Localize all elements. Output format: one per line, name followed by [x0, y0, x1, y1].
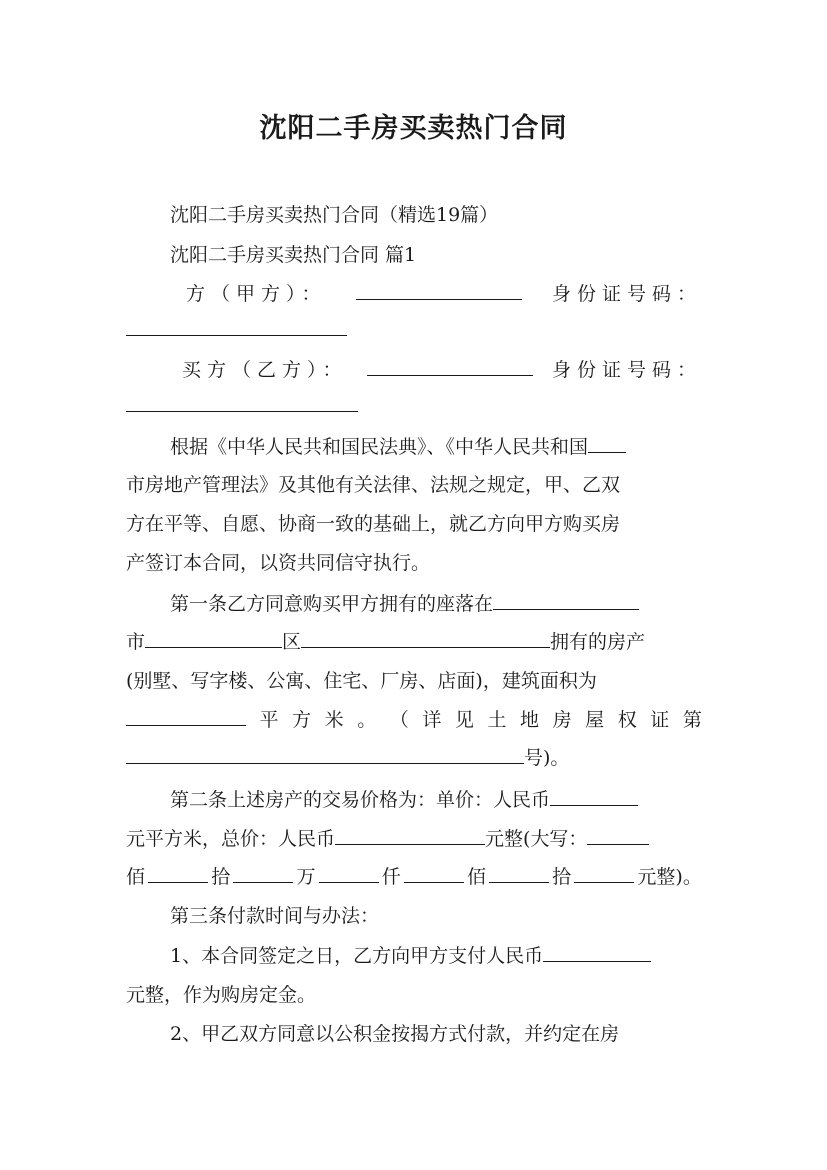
amount-blank [489, 862, 549, 883]
article-1-text-1: 第一条乙方同意购买甲方拥有的座落在 [170, 593, 494, 615]
city-name-blank [145, 627, 282, 648]
unit-char: 平 [259, 709, 279, 731]
text-char: 土 [487, 709, 507, 731]
area-blank [126, 705, 246, 726]
punct-char: （ [389, 709, 409, 731]
party-a-id-blank [126, 335, 347, 336]
preamble-line-3: 方在平等、自愿、协商一致的基础上，就乙方向甲方购买房 [126, 513, 621, 535]
party-b-blank [367, 355, 533, 376]
article-1-line-2 [126, 627, 702, 654]
article-1-line-3: (别墅、写字楼、公寓、住宅、厂房、店面)，建筑面积为 [126, 670, 597, 692]
total-price-blank [335, 824, 485, 845]
article-3-item-1-cont: 元整，作为购房定金。 [126, 984, 317, 1006]
text-char: 详 [422, 709, 442, 731]
location-blank [493, 589, 639, 610]
article-3-heading: 第三条付款时间与办法： [170, 905, 380, 927]
unit-char: 米 [324, 709, 344, 731]
uppercase-blank [587, 824, 649, 845]
party-b-id-blank [126, 411, 358, 412]
amount-unit: 拾 [211, 866, 231, 888]
party-b-label: 买方（乙方）： [182, 359, 348, 381]
article-1-line-4 [126, 705, 702, 732]
amount-blank [404, 862, 464, 883]
preamble-text-1: 根据《中华人民共和国民法典》、《中华人民共和国 [170, 436, 589, 458]
article-2-text-2: 元平方米，总价：人民币 [126, 828, 336, 850]
article-1-line-1 [170, 589, 702, 616]
article-3-item-2: 2、甲乙双方同意以公积金按揭方式付款，并约定在房 [170, 1023, 620, 1045]
text-char: 见 [454, 709, 474, 731]
article-2-line-3 [126, 862, 702, 889]
preamble-line-2: 市房地产管理法》及其他有关法律、法规之规定，甲、乙双 [126, 474, 621, 496]
amount-unit: 仟 [381, 866, 401, 888]
deposit-blank [543, 941, 651, 962]
article-2-text-3: 元整(大写： [485, 828, 588, 850]
article-3-item-1 [170, 941, 702, 968]
unit-char: 方 [292, 709, 312, 731]
amount-unit: 佰 [126, 866, 146, 888]
party-a-label: 方（甲方）： [186, 283, 327, 305]
article-2-line-2 [126, 824, 702, 851]
party-a-blank [356, 279, 522, 300]
city-blank [588, 432, 626, 453]
amount-blank [148, 862, 208, 883]
party-b-line [182, 355, 702, 382]
article-1-line-5 [126, 743, 702, 770]
document-title: 沈阳二手房买卖热门合同 [259, 113, 568, 144]
amount-blank [319, 862, 379, 883]
text-char: 第 [682, 709, 702, 731]
punct-char: 。 [357, 709, 377, 731]
article-3-text-1: 1、本合同签定之日，乙方向甲方支付人民币 [170, 945, 544, 967]
amount-blank [574, 862, 634, 883]
article-2-text-1: 第二条上述房产的交易价格为：单价：人民币 [170, 789, 551, 811]
unit-price-blank [550, 785, 638, 806]
amount-unit: 万 [296, 866, 316, 888]
preamble-line-1 [170, 432, 702, 459]
section-heading: 沈阳二手房买卖热门合同 篇1 [170, 244, 417, 266]
party-a-line [186, 279, 702, 306]
city-label: 市 [126, 631, 146, 653]
text-char: 屋 [585, 709, 605, 731]
preamble-line-4: 产签订本合同，以资共同信守执行。 [126, 552, 431, 574]
subtitle-line: 沈阳二手房买卖热门合同（精选19篇） [170, 204, 499, 226]
amount-unit-end: 元整)。 [637, 866, 702, 888]
amount-blank [233, 862, 293, 883]
article-2-line-1 [170, 785, 702, 812]
district-blank [301, 627, 550, 648]
district-label: 区 [282, 631, 302, 653]
text-char: 房 [552, 709, 572, 731]
text-char: 权 [617, 709, 637, 731]
text-char: 地 [520, 709, 540, 731]
amount-unit: 拾 [552, 866, 572, 888]
amount-unit: 佰 [466, 866, 486, 888]
certificate-number-blank [126, 743, 524, 764]
text-char: 证 [650, 709, 670, 731]
article-1-text-2: 拥有的房产 [550, 631, 646, 653]
party-a-id-label: 身份证号码： [551, 283, 702, 305]
party-b-id-label: 身份证号码： [551, 359, 702, 381]
article-1-text-end: 号)。 [524, 747, 570, 769]
